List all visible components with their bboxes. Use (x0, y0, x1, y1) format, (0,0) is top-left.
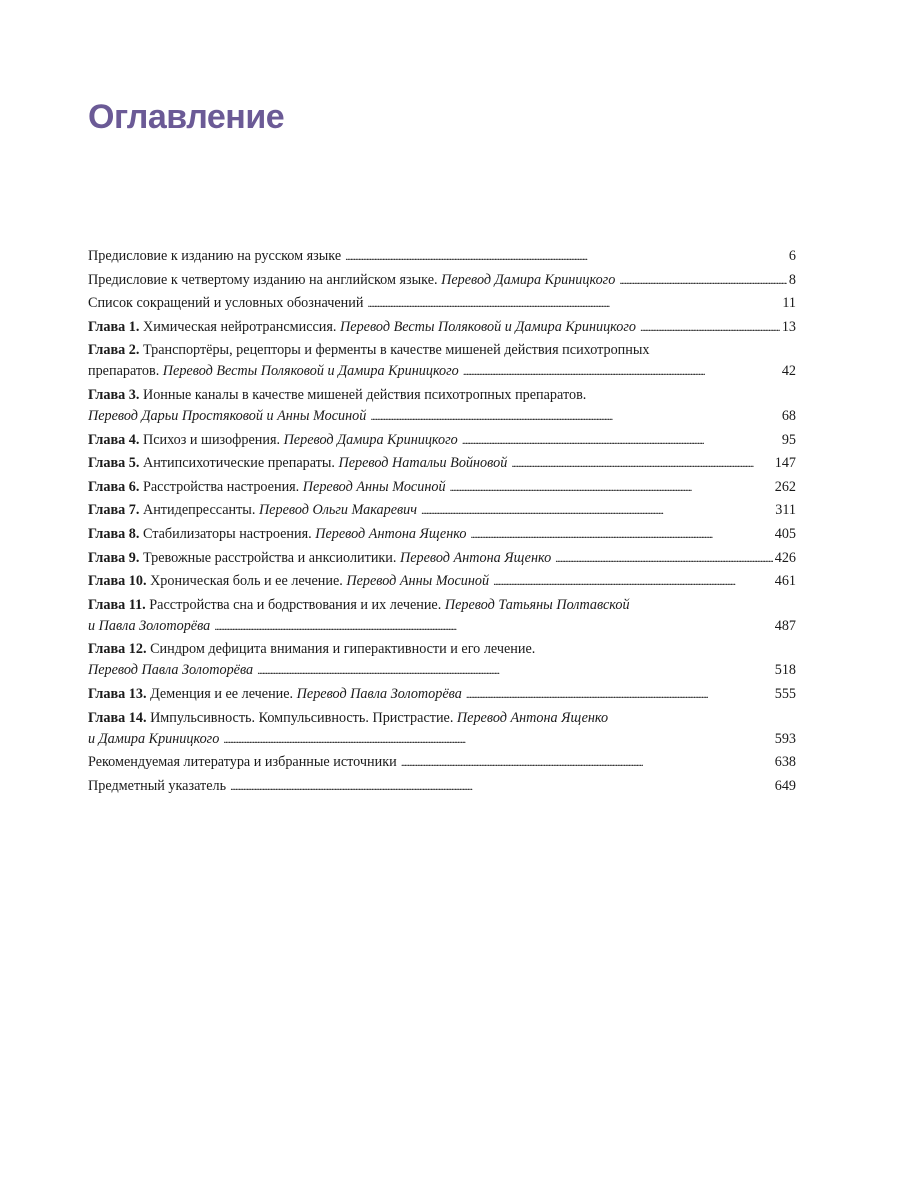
chapter-number: Глава 13. (88, 685, 147, 702)
toc-entry-text (88, 317, 636, 338)
page-number: 262 (774, 478, 796, 495)
toc-entry[interactable] (88, 385, 796, 430)
toc-entry[interactable] (88, 340, 796, 385)
translator-credit: Перевод Антона Ященко (400, 549, 552, 566)
entry-title: Антидепрессанты. (142, 502, 256, 519)
chapter-number: Глава 6. (88, 478, 140, 495)
toc-entry-line (88, 477, 796, 498)
page-number: 11 (782, 295, 796, 312)
entry-title: Предметный указатель (88, 777, 227, 794)
dot-leader (421, 500, 773, 521)
toc-entry[interactable] (88, 453, 796, 477)
toc-entry-text (88, 684, 462, 705)
page-number: 147 (774, 455, 796, 472)
toc-entry-line (88, 571, 796, 592)
toc-entry-line (88, 270, 796, 291)
translator-credit: Перевод Павла Золоторёва (88, 662, 254, 679)
dot-leader (555, 548, 773, 569)
entry-title: препаратов. (88, 363, 160, 380)
entry-title: Синдром дефицита внимания и гиперактивности и его лечение. (150, 641, 536, 658)
translator-credit: Перевод Анны Мосиной (346, 573, 490, 590)
toc-entry[interactable] (88, 548, 796, 572)
entry-title: Импульсивность. Компульсивность. Пристрастие. (150, 709, 454, 726)
dot-leader (463, 361, 780, 382)
dot-leader (230, 776, 773, 797)
toc-entry-line (88, 385, 796, 406)
page-number: 461 (774, 573, 796, 590)
toc-entry-line (88, 430, 796, 451)
toc-entry-text (88, 639, 535, 660)
entry-title: Рекомендуемая литература и избранные источники (88, 754, 397, 771)
dot-leader (401, 752, 773, 773)
translator-credit: Перевод Анны Мосиной (302, 478, 446, 495)
entry-title: Стабилизаторы настроения. (142, 525, 312, 542)
chapter-number: Глава 8. (88, 525, 140, 542)
toc-entry-text (88, 340, 650, 361)
toc-entry-line (88, 639, 796, 660)
page-number: 95 (781, 431, 796, 448)
chapter-number: Глава 10. (88, 573, 147, 590)
toc-entry-text (88, 477, 446, 498)
dot-leader (257, 660, 773, 681)
toc-entry-line (88, 524, 796, 545)
toc-entry[interactable] (88, 317, 796, 341)
toc-entry[interactable] (88, 684, 796, 708)
entry-title: Ионные каналы в качестве мишеней действия психотропных препаратов. (142, 386, 587, 403)
toc-entry[interactable] (88, 293, 796, 317)
page-number: 405 (774, 525, 796, 542)
dot-leader (370, 406, 779, 427)
toc-entry-text (88, 385, 586, 406)
toc-entry[interactable] (88, 500, 796, 524)
toc-entry-text (88, 616, 210, 637)
toc-entry-line (88, 708, 796, 729)
toc-entry-text (88, 246, 341, 267)
toc-entry-text (88, 776, 226, 797)
translator-credit: Перевод Весты Поляковой и Дамира Криницкого (162, 363, 459, 380)
entry-title: Список сокращений и условных обозначений (88, 295, 364, 312)
page-number: 6 (788, 248, 796, 264)
entry-title: Химическая нейротрансмиссия. (142, 318, 337, 335)
toc-entry-text (88, 406, 366, 427)
toc-entry-text (88, 548, 551, 569)
toc-entry-line (88, 406, 796, 427)
translator-credit: Перевод Дамира Криницкого (283, 431, 458, 448)
chapter-number: Глава 4. (88, 431, 140, 448)
toc-entry[interactable] (88, 524, 796, 548)
entry-title: Транспортёры, рецепторы и ферменты в качестве мишеней действия психотропных (142, 342, 650, 359)
toc-entry-line (88, 595, 796, 616)
page-number: 487 (774, 617, 796, 634)
dot-leader (493, 571, 773, 592)
toc-entry-text (88, 595, 630, 616)
dot-leader (450, 477, 773, 498)
chapter-number: Глава 11. (88, 596, 146, 613)
translator-credit: Перевод Дамира Криницкого (441, 271, 616, 288)
page-number: 593 (774, 730, 796, 747)
page-number: 13 (781, 318, 796, 335)
toc-entry-text (88, 660, 253, 681)
chapter-number: Глава 9. (88, 549, 140, 566)
page-number: 68 (781, 407, 796, 424)
page-number: 555 (774, 685, 796, 702)
chapter-number: Глава 1. (88, 318, 140, 335)
dot-leader (640, 317, 780, 338)
entry-title: Предисловие к изданию на русском языке (88, 248, 342, 264)
toc-entry-text (88, 752, 397, 773)
translator-credit: Перевод Антона Ященко (315, 525, 467, 542)
toc-entry-line (88, 246, 796, 267)
chapter-number: Глава 7. (88, 502, 140, 519)
table-of-contents (88, 246, 796, 799)
toc-entry[interactable] (88, 708, 796, 753)
entry-title: Антипсихотические препараты. (142, 455, 335, 472)
page-number: 649 (774, 777, 796, 794)
dot-leader (223, 729, 772, 750)
toc-entry-text (88, 708, 608, 729)
toc-entry-text (88, 270, 615, 291)
toc-entry-line (88, 684, 796, 705)
toc-entry-text (88, 293, 363, 314)
page-number: 518 (774, 662, 796, 679)
page-number: 8 (788, 271, 796, 288)
toc-entry-text (88, 361, 459, 382)
page-number: 311 (775, 502, 796, 519)
chapter-number: Глава 2. (88, 342, 140, 359)
toc-entry-text (88, 729, 219, 750)
toc-entry[interactable] (88, 639, 796, 684)
chapter-number: Глава 5. (88, 455, 140, 472)
translator-credit: Перевод Ольги Макаревич (258, 502, 418, 519)
toc-entry[interactable] (88, 752, 796, 776)
translator-credit: и Павла Золотоpёва (88, 617, 211, 634)
toc-entry[interactable] (88, 571, 796, 595)
dot-leader (367, 293, 780, 314)
dot-leader (619, 270, 787, 291)
toc-entry-text (88, 453, 507, 474)
toc-entry-line (88, 340, 796, 361)
page-number: 42 (781, 363, 796, 380)
toc-entry-line (88, 548, 796, 569)
toc-entry-line (88, 752, 796, 773)
chapter-number: Глава 14. (88, 709, 147, 726)
translator-credit: Перевод Дарьи Простяковой и Анны Мосиной (88, 407, 367, 424)
entry-title: Расстройства сна и бодрствования и их лечение. (149, 596, 442, 613)
toc-entry[interactable] (88, 270, 796, 294)
translator-credit: Перевод Натальи Войновой (338, 455, 508, 472)
dot-leader (462, 430, 780, 451)
toc-entry[interactable] (88, 246, 796, 270)
toc-entry-line (88, 500, 796, 521)
entry-title: Хроническая боль и ее лечение. (150, 573, 343, 590)
entry-title: Деменция и ее лечение. (150, 685, 294, 702)
toc-entry-text (88, 571, 489, 592)
toc-entry-line (88, 776, 796, 797)
entry-title: Расстройства настроения. (142, 478, 300, 495)
chapter-number: Глава 12. (88, 641, 147, 658)
toc-entry[interactable] (88, 430, 796, 454)
toc-entry-line (88, 616, 796, 637)
translator-credit: Перевод Павла Золоторёва (296, 685, 462, 702)
toc-entry-text (88, 500, 417, 521)
toc-entry[interactable] (88, 595, 796, 640)
dot-leader (511, 453, 772, 474)
toc-entry-line (88, 453, 796, 474)
dot-leader (470, 524, 772, 545)
translator-credit: Перевод Антона Ященко (456, 709, 609, 726)
page-number: 638 (774, 754, 796, 771)
dot-leader (466, 684, 773, 705)
toc-entry-text (88, 430, 458, 451)
page-number: 426 (774, 549, 796, 566)
toc-entry-line (88, 660, 796, 681)
translator-credit: и Дамира Криницкого (88, 730, 220, 747)
dot-leader (214, 616, 772, 637)
toc-entry-line (88, 361, 796, 382)
chapter-number: Глава 3. (88, 386, 140, 403)
toc-entry-line (88, 293, 796, 314)
toc-entry-text (88, 524, 466, 545)
dot-leader (345, 246, 787, 267)
toc-entry-line (88, 729, 796, 750)
page-title: Оглавление (88, 98, 285, 136)
entry-title: Предисловие к четвертому изданию на английском языке. (88, 271, 438, 288)
translator-credit: Перевод Весты Поляковой и Дамира Криницкого (340, 318, 636, 335)
toc-entry[interactable] (88, 776, 796, 800)
translator-credit: Перевод Татьяны Полтавской (444, 596, 630, 613)
toc-entry[interactable] (88, 477, 796, 501)
toc-entry-line (88, 317, 796, 338)
entry-title: Тревожные расстройства и анксиолитики. (142, 549, 397, 566)
entry-title: Психоз и шизофрения. (142, 431, 281, 448)
